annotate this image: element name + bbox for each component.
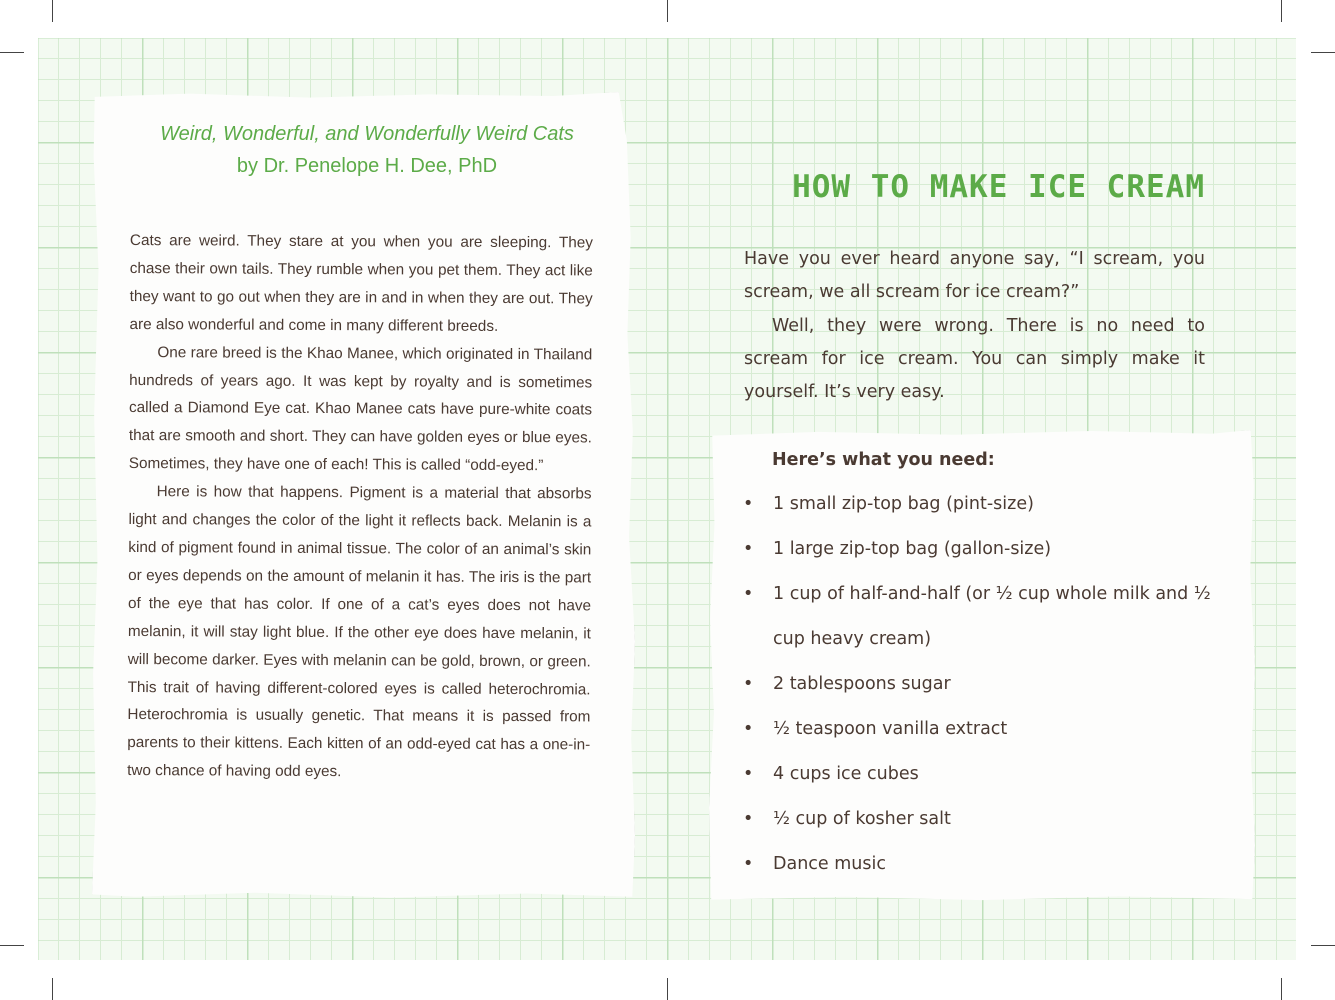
bullet-icon: • [743, 854, 754, 874]
supply-item-text: Dance music [773, 854, 886, 874]
crop-mark [667, 978, 668, 1000]
bullet-icon: • [743, 494, 754, 514]
crop-mark [667, 0, 668, 22]
bullet-icon: • [743, 539, 754, 559]
supply-item [743, 797, 1213, 842]
supply-item [743, 482, 1213, 527]
crop-mark [52, 0, 53, 22]
supply-item-text: ½ teaspoon vanilla extract [773, 719, 1008, 739]
supply-item [743, 527, 1213, 572]
intro-paragraph: Have you ever heard anyone say, “I scream, you scream, we all scream for ice cream?” [744, 249, 1205, 303]
supply-item [743, 662, 1213, 707]
article-title: Weird, Wonderful, and Wonderfully Weird Cats [160, 123, 574, 145]
crop-mark [0, 52, 24, 53]
article-byline: by Dr. Penelope H. Dee, PhD [236, 155, 498, 177]
article-paragraph: One rare breed is the Khao Manee, which originated in Thailand hundreds of years ago. It was kept by royalty and is sometimes called a Diamond Eye cat. Khao Manee cats have pure-white coats that are smooth and short. They can have golden eyes or blue eyes. Sometimes, they have one of each! This is called “odd-eyed.” [128, 343, 593, 475]
supply-item-text: 2 tablespoons sugar [773, 674, 951, 694]
crop-mark [1311, 52, 1335, 53]
supply-item-text: 1 large zip-top bag (gallon-size) [773, 539, 1052, 559]
supply-item [743, 572, 1213, 662]
crop-mark [1281, 0, 1282, 22]
crop-mark [1281, 978, 1282, 1000]
crop-mark [52, 978, 53, 1000]
recipe-heading: HOW TO MAKE ICE CREAM [792, 169, 1205, 205]
recipe-intro [744, 243, 1205, 409]
bullet-icon: • [743, 674, 754, 694]
article-body [127, 227, 593, 788]
supply-item-text: ½ cup of kosher salt [773, 809, 951, 829]
supplies-heading: Here’s what you need: [772, 450, 995, 470]
bullet-icon: • [743, 719, 754, 739]
supply-item-text: 4 cups ice cubes [773, 764, 919, 784]
crop-mark [1311, 945, 1335, 946]
supply-item-text: 1 small zip-top bag (pint-size) [773, 494, 1034, 514]
intro-paragraph: Well, they were wrong. There is no need to scream for ice cream. You can simply make it yourself. It’s very easy. [744, 315, 1205, 403]
article-paragraph: Here is how that happens. Pigment is a material that absorbs light and changes the color of the light it reflects back. Melanin is a kind of pigment found in animal tissue. The color of an animal’s skin or eyes depends on the amount of melanin it has. The iris is the part of the eye that has color. If one of a cat’s eyes does not have melanin, it will stay light blue. If the other eye does have melanin, it will become darker. Eyes with melanin can be gold, brown, or green. This trait of having different-colored eyes is called heterochromia. Heterochromia is usually genetic. That means it is passed from parents to their kittens. Each kitten of an odd-eyed cat has a one-in-two chance of having odd eyes. [127, 483, 592, 781]
supply-item [743, 842, 1213, 887]
supply-item [743, 707, 1213, 752]
article-paragraph: Cats are weird. They stare at you when you are sleeping. They chase their own tails. They rumble when you pet them. They act like they want to go out when they are in and in when they are out. They are also wonderful and come in many different breeds. [129, 231, 593, 335]
crop-mark [0, 945, 24, 946]
supply-item [743, 752, 1213, 797]
bullet-icon: • [743, 584, 754, 604]
supply-item-text: 1 cup of half-and-half (or ½ cup whole milk and ½ cup heavy cream) [773, 584, 1211, 649]
bullet-icon: • [743, 809, 754, 829]
supplies-list [743, 482, 1213, 887]
bullet-icon: • [743, 764, 754, 784]
